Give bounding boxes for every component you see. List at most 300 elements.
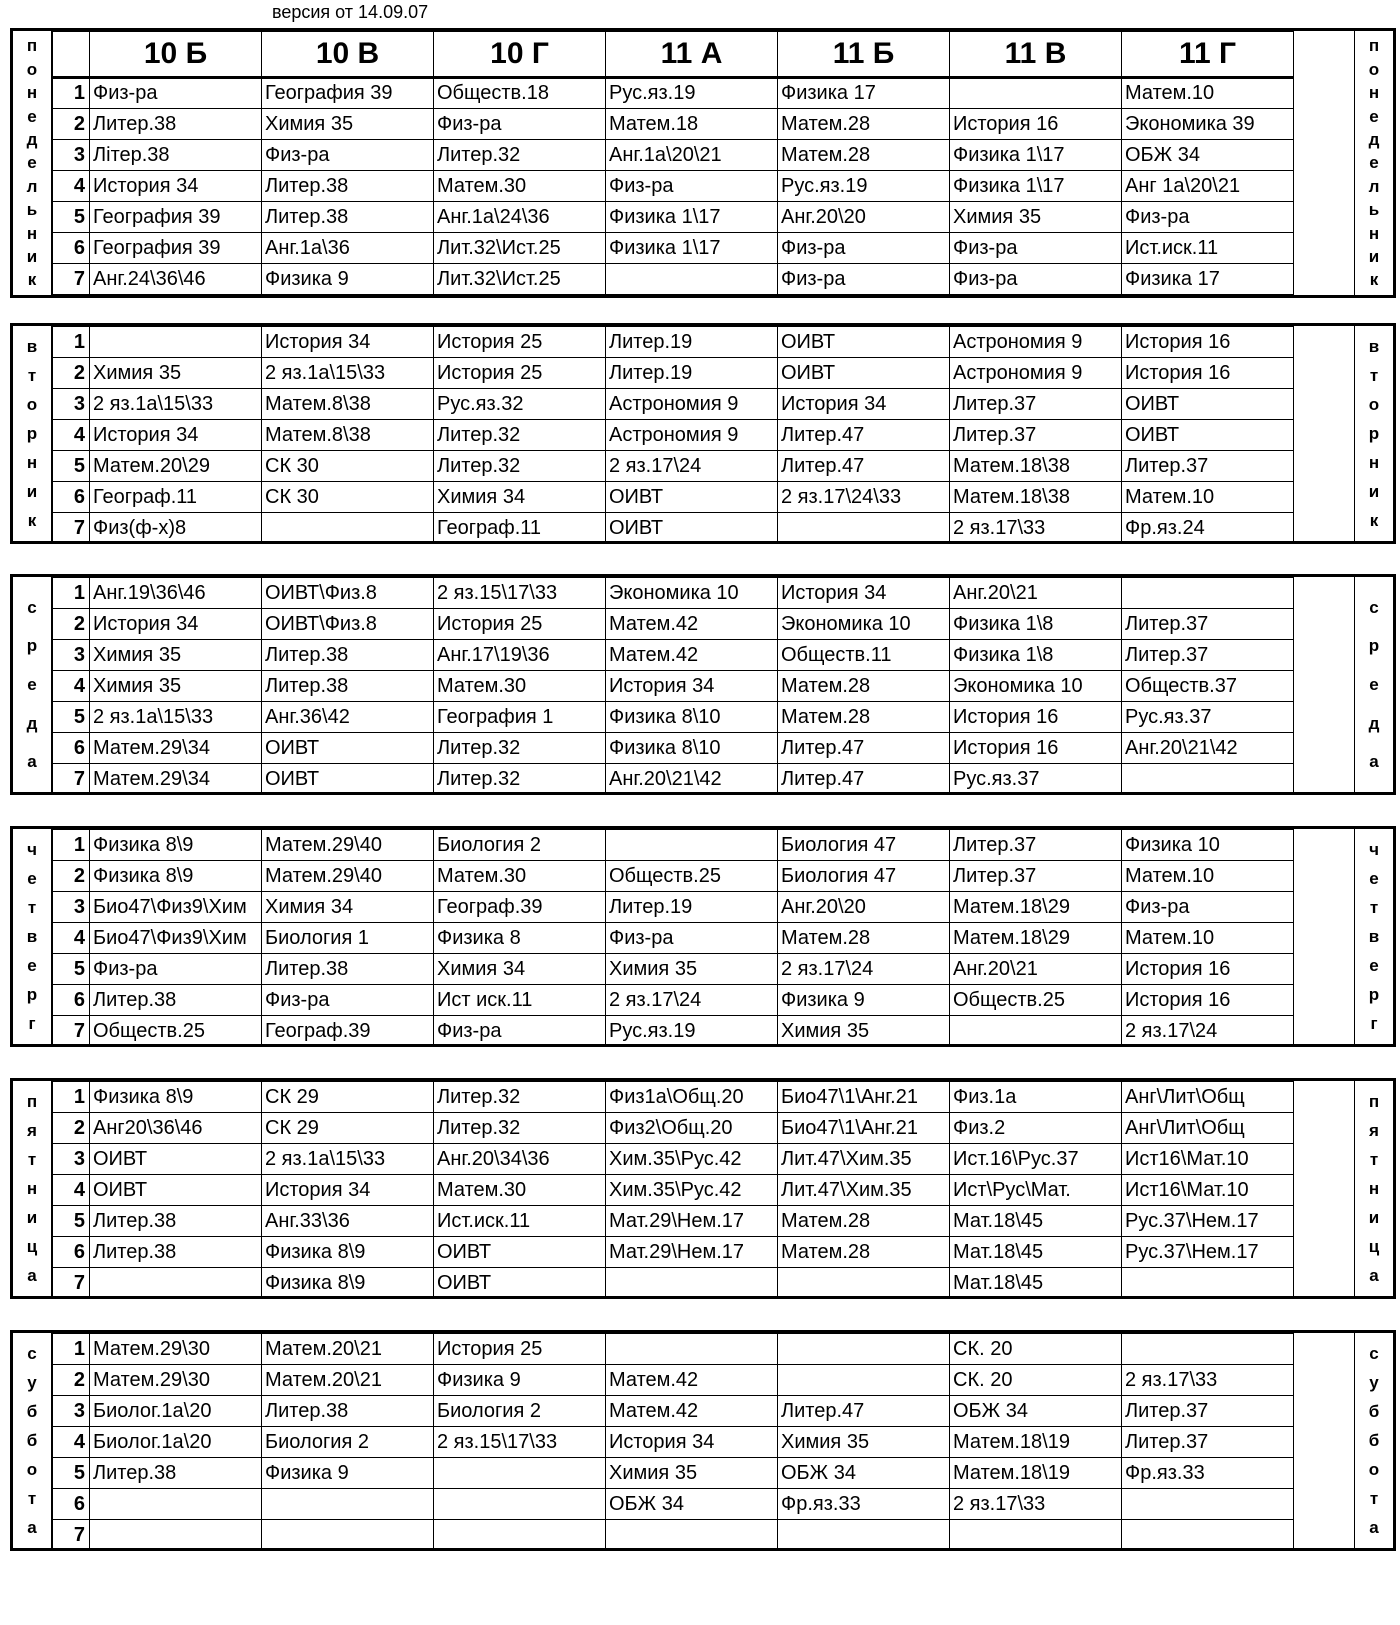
lesson-cell: ОИВТ bbox=[90, 1144, 262, 1175]
day-letter: т bbox=[27, 898, 37, 917]
lesson-cell: Экономика 10 bbox=[950, 671, 1122, 702]
lesson-row bbox=[52, 78, 1294, 109]
day-label-left bbox=[13, 326, 53, 541]
day-table bbox=[51, 1081, 1294, 1299]
lesson-cell: Анг.1а\24\36 bbox=[434, 202, 606, 233]
day-letter: у bbox=[1369, 1373, 1379, 1392]
day-letter: т bbox=[27, 1489, 37, 1508]
lesson-cell: Матем.42 bbox=[606, 609, 778, 640]
lesson-cell: Географ.39 bbox=[434, 892, 606, 923]
lesson-cell: Физ1а\Общ.20 bbox=[606, 1082, 778, 1113]
lesson-cell: Экономика 10 bbox=[778, 609, 950, 640]
lesson-cell: Фр.яз.24 bbox=[1122, 513, 1294, 544]
lesson-cell: Литер.47 bbox=[778, 733, 950, 764]
lesson-cell: Химия 35 bbox=[950, 202, 1122, 233]
lesson-cell: Физика 1\17 bbox=[606, 233, 778, 264]
lesson-number: 5 bbox=[52, 1458, 90, 1489]
lesson-cell: Рус.яз.37 bbox=[950, 764, 1122, 795]
lesson-cell: Мат.29\Нем.17 bbox=[606, 1206, 778, 1237]
day-letter: н bbox=[26, 223, 38, 243]
day-letter: т bbox=[27, 366, 37, 385]
lesson-cell bbox=[778, 1268, 950, 1299]
day-letter: б bbox=[1368, 1402, 1380, 1421]
day-label-left bbox=[13, 577, 53, 792]
lesson-cell: Матем.8\38 bbox=[262, 420, 434, 451]
lesson-cell: Био47\Физ9\Хим bbox=[90, 923, 262, 954]
lesson-cell bbox=[606, 1520, 778, 1551]
class-header: 11 А bbox=[606, 32, 778, 78]
lesson-cell: СК 30 bbox=[262, 451, 434, 482]
lesson-cell: География 39 bbox=[262, 78, 434, 109]
day-letter: е bbox=[27, 956, 37, 975]
lesson-cell: Биолог.1а\20 bbox=[90, 1427, 262, 1458]
lesson-cell: Рус.яз.19 bbox=[778, 171, 950, 202]
lesson-cell: ОИВТ bbox=[1122, 420, 1294, 451]
lesson-cell: Анг.1а\36 bbox=[262, 233, 434, 264]
day-table bbox=[51, 829, 1294, 1047]
lesson-number: 2 bbox=[52, 109, 90, 140]
lesson-number: 4 bbox=[52, 171, 90, 202]
lesson-cell bbox=[1122, 1489, 1294, 1520]
day-block bbox=[10, 826, 1396, 1047]
lesson-cell: СК 29 bbox=[262, 1113, 434, 1144]
lesson-cell: Анг\Лит\Общ bbox=[1122, 1082, 1294, 1113]
day-letter: о bbox=[1368, 1460, 1380, 1479]
version-label: версия от 14.09.07 bbox=[272, 2, 429, 22]
lesson-cell: Физ-ра bbox=[1122, 892, 1294, 923]
lesson-cell: Химия 35 bbox=[778, 1427, 950, 1458]
lesson-cell: Экономика 39 bbox=[1122, 109, 1294, 140]
lesson-number: 5 bbox=[52, 1206, 90, 1237]
lesson-cell: Физ-ра bbox=[90, 78, 262, 109]
day-letter: н bbox=[26, 83, 38, 103]
lesson-cell: Литер.47 bbox=[778, 764, 950, 795]
lesson-number: 3 bbox=[52, 640, 90, 671]
lesson-cell: География 1 bbox=[434, 702, 606, 733]
day-letter: е bbox=[1369, 106, 1379, 126]
lesson-cell bbox=[1122, 1268, 1294, 1299]
lesson-cell: История 25 bbox=[434, 1334, 606, 1365]
lesson-cell: Биология 47 bbox=[778, 830, 950, 861]
lesson-row bbox=[52, 923, 1294, 954]
lesson-cell: Матем.28 bbox=[778, 923, 950, 954]
lesson-cell: Обществ.37 bbox=[1122, 671, 1294, 702]
lesson-cell: Ист.иск.11 bbox=[434, 1206, 606, 1237]
lesson-cell: Литер.32 bbox=[434, 764, 606, 795]
lesson-cell: ОИВТ bbox=[1122, 389, 1294, 420]
lesson-cell: Обществ.25 bbox=[950, 985, 1122, 1016]
lesson-number: 6 bbox=[52, 233, 90, 264]
lesson-cell: История 16 bbox=[950, 109, 1122, 140]
day-letter: и bbox=[1368, 247, 1380, 267]
lesson-cell: 2 яз.1а\15\33 bbox=[262, 1144, 434, 1175]
lesson-cell: Литер.37 bbox=[1122, 609, 1294, 640]
lesson-cell: Физика 17 bbox=[1122, 264, 1294, 295]
day-label-left bbox=[13, 1081, 53, 1296]
lesson-cell: Географ.39 bbox=[262, 1016, 434, 1047]
lesson-row bbox=[52, 1489, 1294, 1520]
lesson-cell: История 16 bbox=[1122, 327, 1294, 358]
lesson-cell: СК. 20 bbox=[950, 1334, 1122, 1365]
lesson-cell: История 25 bbox=[434, 327, 606, 358]
lesson-cell: Матем.29\40 bbox=[262, 861, 434, 892]
lesson-cell: Физика 8\9 bbox=[90, 861, 262, 892]
lesson-cell: Анг.33\36 bbox=[262, 1206, 434, 1237]
lesson-cell: Географ.11 bbox=[90, 482, 262, 513]
lesson-number: 7 bbox=[52, 1520, 90, 1551]
lesson-cell: Химия 35 bbox=[262, 109, 434, 140]
lesson-cell: 2 яз.1а\15\33 bbox=[90, 702, 262, 733]
day-letter: с bbox=[1369, 1344, 1379, 1363]
lesson-row bbox=[52, 451, 1294, 482]
lesson-cell bbox=[778, 1520, 950, 1551]
lesson-cell: Матем.18\29 bbox=[950, 892, 1122, 923]
day-table bbox=[51, 326, 1294, 544]
lesson-cell: История 16 bbox=[950, 733, 1122, 764]
lesson-cell: Анг20\36\46 bbox=[90, 1113, 262, 1144]
lesson-cell bbox=[90, 327, 262, 358]
lesson-cell: Физ-ра bbox=[262, 140, 434, 171]
lesson-cell: Матем.18\19 bbox=[950, 1458, 1122, 1489]
lesson-cell: Физ-ра bbox=[606, 923, 778, 954]
lesson-number: 2 bbox=[52, 609, 90, 640]
day-letter: ь bbox=[26, 200, 38, 220]
lesson-cell: Физ.1а bbox=[950, 1082, 1122, 1113]
lesson-cell bbox=[778, 513, 950, 544]
lesson-cell: 2 яз.17\24\33 bbox=[778, 482, 950, 513]
lesson-row bbox=[52, 1396, 1294, 1427]
lesson-cell: Литер.32 bbox=[434, 420, 606, 451]
day-letter: к bbox=[1369, 270, 1379, 290]
day-label-right bbox=[1354, 326, 1393, 541]
lesson-row bbox=[52, 140, 1294, 171]
lesson-cell: 2 яз.17\24 bbox=[778, 954, 950, 985]
lesson-cell: Астрономия 9 bbox=[950, 358, 1122, 389]
day-block bbox=[10, 323, 1396, 544]
lesson-cell: История 34 bbox=[262, 1175, 434, 1206]
lesson-number: 4 bbox=[52, 671, 90, 702]
lesson-cell: История 16 bbox=[1122, 954, 1294, 985]
class-header: 11 В bbox=[950, 32, 1122, 78]
lesson-cell: Физика 9 bbox=[262, 1458, 434, 1489]
lesson-cell: Физика 8\9 bbox=[262, 1237, 434, 1268]
lesson-row bbox=[52, 830, 1294, 861]
lesson-cell: ОИВТ\Физ.8 bbox=[262, 609, 434, 640]
lesson-cell: Анг.19\36\46 bbox=[90, 578, 262, 609]
lesson-row bbox=[52, 1016, 1294, 1047]
day-letter: с bbox=[27, 597, 37, 617]
day-block bbox=[10, 1078, 1396, 1299]
lesson-cell: Анг.1а\20\21 bbox=[606, 140, 778, 171]
lesson-cell: Литер.47 bbox=[778, 1396, 950, 1427]
day-letter: я bbox=[27, 1121, 37, 1140]
day-block bbox=[10, 1330, 1396, 1551]
lesson-cell bbox=[606, 1334, 778, 1365]
lesson-cell: Ист иск.11 bbox=[434, 985, 606, 1016]
day-block bbox=[10, 574, 1396, 795]
day-table bbox=[51, 577, 1294, 795]
day-letter: р bbox=[26, 424, 38, 443]
lesson-cell: Физ-ра bbox=[778, 233, 950, 264]
day-letter: я bbox=[1369, 1121, 1379, 1140]
lesson-row bbox=[52, 1268, 1294, 1299]
lesson-cell: 2 яз.15\17\33 bbox=[434, 1427, 606, 1458]
lesson-cell: Ист.иск.11 bbox=[1122, 233, 1294, 264]
lesson-cell: Био47\1\Анг.21 bbox=[778, 1113, 950, 1144]
lesson-row bbox=[52, 1082, 1294, 1113]
lesson-cell: Биология 2 bbox=[434, 830, 606, 861]
lesson-row bbox=[52, 482, 1294, 513]
lesson-cell: Физика 17 bbox=[778, 78, 950, 109]
lesson-row bbox=[52, 1334, 1294, 1365]
lesson-cell: Физика 8\9 bbox=[262, 1268, 434, 1299]
lesson-number: 3 bbox=[52, 892, 90, 923]
lesson-number: 6 bbox=[52, 1237, 90, 1268]
lesson-number: 7 bbox=[52, 264, 90, 295]
lesson-cell: 2 яз.17\24 bbox=[1122, 1016, 1294, 1047]
lesson-cell: Литер.37 bbox=[950, 861, 1122, 892]
lesson-cell: Мат.29\Нем.17 bbox=[606, 1237, 778, 1268]
lesson-cell: Анг.20\20 bbox=[778, 892, 950, 923]
lesson-cell: Литер.38 bbox=[90, 109, 262, 140]
lesson-cell: Литер.32 bbox=[434, 451, 606, 482]
day-letter: р bbox=[1368, 985, 1380, 1004]
lesson-cell: 2 яз.17\33 bbox=[950, 1489, 1122, 1520]
lesson-number: 4 bbox=[52, 420, 90, 451]
lesson-cell bbox=[1122, 578, 1294, 609]
lesson-cell: Матем.42 bbox=[606, 640, 778, 671]
day-letter: и bbox=[26, 482, 38, 501]
lesson-cell: Химия 35 bbox=[778, 1016, 950, 1047]
day-letter: у bbox=[27, 1373, 37, 1392]
lesson-cell: Физика 10 bbox=[1122, 830, 1294, 861]
lesson-cell: Лит.32\Ист.25 bbox=[434, 264, 606, 295]
lesson-cell: Биология 47 bbox=[778, 861, 950, 892]
lesson-cell: Хим.35\Рус.42 bbox=[606, 1144, 778, 1175]
lesson-row bbox=[52, 1520, 1294, 1551]
lesson-cell: Физ-ра bbox=[434, 1016, 606, 1047]
lesson-cell: Физ-ра bbox=[950, 264, 1122, 295]
lesson-cell: Мат.18\45 bbox=[950, 1268, 1122, 1299]
lesson-cell: Литер.37 bbox=[1122, 451, 1294, 482]
lesson-cell: Физ-ра bbox=[434, 109, 606, 140]
day-letter: с bbox=[27, 1344, 37, 1363]
lesson-number: 3 bbox=[52, 389, 90, 420]
lesson-cell: Литер.38 bbox=[262, 1396, 434, 1427]
lesson-number: 2 bbox=[52, 1113, 90, 1144]
lesson-cell: Обществ.25 bbox=[90, 1016, 262, 1047]
corner-cell bbox=[52, 32, 90, 78]
lesson-cell: Матем.29\30 bbox=[90, 1334, 262, 1365]
lesson-number: 1 bbox=[52, 78, 90, 109]
lesson-cell: 2 яз.1а\15\33 bbox=[262, 358, 434, 389]
lesson-row bbox=[52, 420, 1294, 451]
lesson-cell: ОИВТ bbox=[434, 1268, 606, 1299]
lesson-cell: Матем.20\21 bbox=[262, 1334, 434, 1365]
lesson-cell: Литер.32 bbox=[434, 733, 606, 764]
lesson-cell: ОИВТ bbox=[262, 733, 434, 764]
lesson-cell: Литер.37 bbox=[950, 389, 1122, 420]
day-label-right bbox=[1354, 577, 1393, 792]
lesson-cell: Физ-ра bbox=[606, 171, 778, 202]
lesson-cell: ОИВТ bbox=[90, 1175, 262, 1206]
lesson-cell: Фр.яз.33 bbox=[1122, 1458, 1294, 1489]
lesson-cell bbox=[950, 1520, 1122, 1551]
lesson-cell: Матем.30 bbox=[434, 861, 606, 892]
lesson-cell: Химия 35 bbox=[606, 1458, 778, 1489]
lesson-cell: Литер.38 bbox=[90, 1237, 262, 1268]
day-letter: р bbox=[26, 985, 38, 1004]
lesson-cell: Химия 35 bbox=[90, 671, 262, 702]
lesson-row bbox=[52, 1206, 1294, 1237]
lesson-cell: Биолог.1а\20 bbox=[90, 1396, 262, 1427]
day-letter: д bbox=[26, 713, 38, 733]
lesson-cell: ОИВТ\Физ.8 bbox=[262, 578, 434, 609]
lesson-cell bbox=[606, 264, 778, 295]
lesson-cell: Литер.38 bbox=[90, 1206, 262, 1237]
lesson-number: 5 bbox=[52, 954, 90, 985]
lesson-cell: Литер.19 bbox=[606, 892, 778, 923]
lesson-cell: 2 яз.17\33 bbox=[950, 513, 1122, 544]
lesson-cell: История 16 bbox=[1122, 358, 1294, 389]
lesson-cell: Био47\1\Анг.21 bbox=[778, 1082, 950, 1113]
lesson-cell: 2 яз.1а\15\33 bbox=[90, 389, 262, 420]
lesson-cell: Матем.28 bbox=[778, 109, 950, 140]
day-label-right bbox=[1354, 1081, 1393, 1296]
lesson-cell: Анг.20\21 bbox=[950, 578, 1122, 609]
lesson-cell: Литер.38 bbox=[262, 202, 434, 233]
lesson-row bbox=[52, 640, 1294, 671]
lesson-cell: История 34 bbox=[778, 389, 950, 420]
lesson-cell bbox=[950, 1016, 1122, 1047]
lesson-cell: Матем.28 bbox=[778, 702, 950, 733]
day-letter: т bbox=[27, 1150, 37, 1169]
day-letter: и bbox=[1368, 1208, 1380, 1227]
class-header: 11 Б bbox=[778, 32, 950, 78]
lesson-cell: География 39 bbox=[90, 202, 262, 233]
day-letter: в bbox=[26, 927, 38, 946]
day-letter: ь bbox=[1368, 200, 1380, 220]
day-letter: к bbox=[27, 270, 37, 290]
day-letter: г bbox=[1370, 1014, 1378, 1033]
lesson-cell bbox=[90, 1268, 262, 1299]
day-letter: а bbox=[27, 1266, 37, 1285]
day-letter: и bbox=[26, 1208, 38, 1227]
lesson-row bbox=[52, 358, 1294, 389]
day-letter: а bbox=[1369, 1266, 1379, 1285]
lesson-row bbox=[52, 702, 1294, 733]
lesson-cell: Физика 8\10 bbox=[606, 702, 778, 733]
lesson-cell: Физика 1\17 bbox=[950, 140, 1122, 171]
day-table bbox=[51, 1333, 1294, 1551]
lesson-row bbox=[52, 327, 1294, 358]
lesson-cell: ОИВТ bbox=[606, 513, 778, 544]
class-header: 10 В bbox=[262, 32, 434, 78]
lesson-cell: Химия 34 bbox=[434, 482, 606, 513]
lesson-cell: ОИВТ bbox=[778, 327, 950, 358]
lesson-cell: Литер.38 bbox=[262, 171, 434, 202]
lesson-cell: Матем.18\29 bbox=[950, 923, 1122, 954]
lesson-cell: Физика 8\10 bbox=[606, 733, 778, 764]
day-letter: н bbox=[26, 1179, 38, 1198]
lesson-cell: ОИВТ bbox=[262, 764, 434, 795]
lesson-row bbox=[52, 578, 1294, 609]
day-letter: е bbox=[1369, 956, 1379, 975]
lesson-cell: Матем.30 bbox=[434, 671, 606, 702]
lesson-cell: Рус.37\Нем.17 bbox=[1122, 1206, 1294, 1237]
lesson-cell: Физика 1\17 bbox=[950, 171, 1122, 202]
lesson-cell: Анг.36\42 bbox=[262, 702, 434, 733]
lesson-cell: География 39 bbox=[90, 233, 262, 264]
day-letter: а bbox=[1369, 1518, 1379, 1537]
lesson-cell: Литер.32 bbox=[434, 1113, 606, 1144]
lesson-number: 4 bbox=[52, 923, 90, 954]
lesson-cell: Рус.яз.32 bbox=[434, 389, 606, 420]
lesson-cell: ОБЖ 34 bbox=[950, 1396, 1122, 1427]
lesson-number: 3 bbox=[52, 140, 90, 171]
day-letter: н bbox=[1368, 453, 1380, 472]
lesson-cell: Литер.32 bbox=[434, 1082, 606, 1113]
lesson-row bbox=[52, 389, 1294, 420]
lesson-cell: Химия 34 bbox=[262, 892, 434, 923]
lesson-number: 6 bbox=[52, 482, 90, 513]
lesson-row bbox=[52, 1144, 1294, 1175]
class-header: 10 Б bbox=[90, 32, 262, 78]
lesson-cell: Анг.20\21 bbox=[950, 954, 1122, 985]
lesson-cell: Матем.18\38 bbox=[950, 482, 1122, 513]
day-letter: л bbox=[1368, 176, 1380, 196]
lesson-row bbox=[52, 1175, 1294, 1206]
lesson-cell: Био47\Физ9\Хим bbox=[90, 892, 262, 923]
lesson-number: 2 bbox=[52, 1365, 90, 1396]
lesson-cell: Матем.30 bbox=[434, 1175, 606, 1206]
lesson-cell: 2 яз.17\24 bbox=[606, 451, 778, 482]
lesson-cell: Химия 35 bbox=[90, 640, 262, 671]
lesson-cell: Биология 2 bbox=[262, 1427, 434, 1458]
day-letter: п bbox=[26, 36, 38, 56]
day-letter: к bbox=[27, 511, 37, 530]
lesson-cell: Химия 35 bbox=[90, 358, 262, 389]
lesson-cell: Ист16\Мат.10 bbox=[1122, 1144, 1294, 1175]
day-letter: в bbox=[26, 337, 38, 356]
day-letter: г bbox=[28, 1014, 36, 1033]
day-letter: и bbox=[1368, 482, 1380, 501]
lesson-cell: Матем.29\40 bbox=[262, 830, 434, 861]
lesson-cell: История 34 bbox=[778, 578, 950, 609]
lesson-row bbox=[52, 954, 1294, 985]
lesson-cell: Рус.яз.19 bbox=[606, 78, 778, 109]
lesson-cell: Литер.38 bbox=[90, 985, 262, 1016]
class-header: 11 Г bbox=[1122, 32, 1294, 78]
day-letter: р bbox=[26, 636, 38, 656]
lesson-cell: Физика 9 bbox=[434, 1365, 606, 1396]
lesson-cell: Матем.10 bbox=[1122, 923, 1294, 954]
day-letter: ц bbox=[26, 1237, 38, 1256]
class-header: 10 Г bbox=[434, 32, 606, 78]
lesson-cell: История 34 bbox=[606, 671, 778, 702]
lesson-cell: Физ-ра bbox=[1122, 202, 1294, 233]
lesson-cell: Литер.32 bbox=[434, 140, 606, 171]
lesson-number: 7 bbox=[52, 513, 90, 544]
lesson-cell: Матем.29\30 bbox=[90, 1365, 262, 1396]
lesson-cell: Физика 1\8 bbox=[950, 640, 1122, 671]
lesson-cell: 2 яз.17\33 bbox=[1122, 1365, 1294, 1396]
day-letter: а bbox=[27, 1518, 37, 1537]
lesson-row bbox=[52, 109, 1294, 140]
lesson-cell: Физика 8 bbox=[434, 923, 606, 954]
day-label-right bbox=[1354, 1333, 1393, 1548]
lesson-cell bbox=[1122, 1520, 1294, 1551]
